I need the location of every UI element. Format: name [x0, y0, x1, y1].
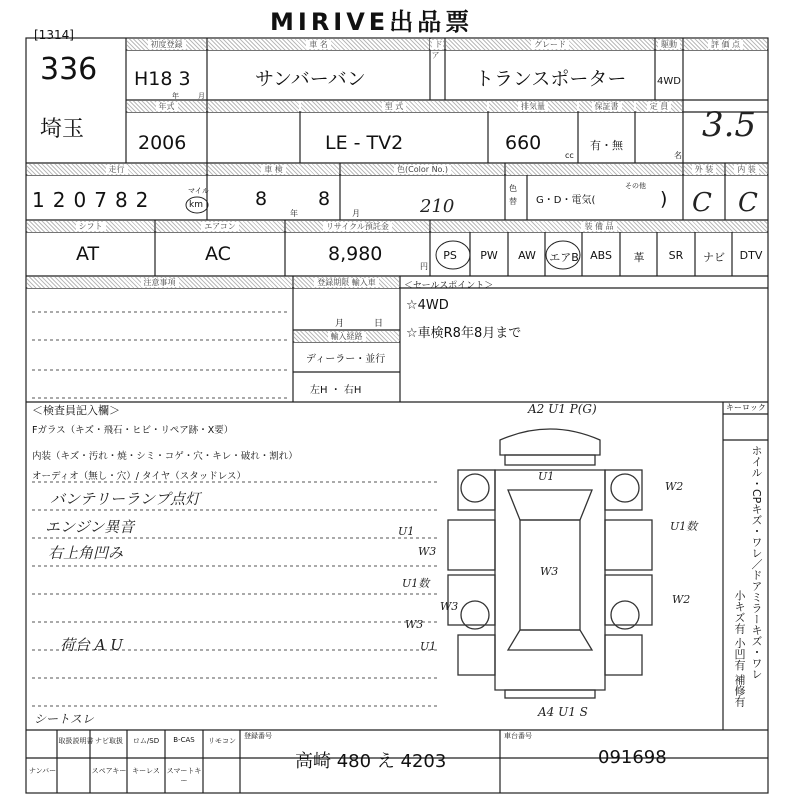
color-change: 色 替 [509, 184, 517, 206]
inspector-line-3: オーディオ（無し・穴）/ タイヤ（スタッドレス） [32, 471, 246, 482]
first-reg-value: H18 3 [134, 68, 191, 90]
hdr-blank [208, 101, 299, 112]
bottom-item: ナビ取扱 [95, 737, 123, 745]
hdr-reg-period: 登録期限 輸入車 [294, 277, 399, 288]
sonota: その他 [625, 182, 646, 190]
color-no: 210 [420, 196, 455, 217]
diag-mark-1: A2 U1 P(G) [528, 402, 597, 416]
hdr-warranty: 保証書 [579, 101, 634, 112]
mileage-digit: 8 [114, 188, 136, 212]
mileage-digit: 2 [135, 188, 157, 212]
hdr-score: 評 価 点 [684, 39, 767, 50]
hdr-model: 型 式 [301, 101, 487, 112]
gd-electric: G・D・電気( [536, 195, 596, 206]
yen-unit: 円 [420, 262, 428, 271]
diag-mark-7: U1数 [402, 577, 430, 590]
inspection-month: 8 [318, 188, 331, 210]
sales-point-header: ＜セールスポイント＞ [404, 281, 494, 291]
inspection-year: 8 [255, 188, 268, 210]
sheet-title: MIRIVE出品票 [270, 8, 474, 36]
hdr-mileage: 走行 [27, 164, 206, 175]
equipment-item: PS [443, 249, 457, 262]
interior-grade: C [738, 188, 758, 218]
hdr-interior: 内 装 [726, 164, 767, 175]
hand-note-1: バンテリーランプ点灯 [50, 490, 201, 508]
mile-unit: マイル [188, 187, 209, 195]
hand-note-3: 右上角凹み [48, 544, 124, 562]
exterior-grade: C [692, 188, 712, 218]
hdr-inspection: 車 検 [208, 164, 339, 175]
lot-number: 336 [40, 52, 98, 87]
hdr-shift: シフト [27, 221, 154, 232]
region: 埼玉 [40, 117, 85, 142]
sales-point-1: ☆4WD [406, 298, 449, 313]
mileage-digits [32, 188, 156, 212]
bottom-item: B-CAS [173, 736, 195, 744]
bottom-item: 取扱説明書 [58, 737, 94, 745]
diag-mark-2: U1 [538, 470, 555, 483]
side-note-1: ホイル・CPキズ・ワレ／ドアミラーキズ・ワレ [750, 445, 763, 680]
equipment-item: エアB [549, 251, 579, 264]
hdr-first-reg: 初度登録 [127, 39, 206, 50]
equipment-item: SR [668, 249, 684, 262]
hdr-doors: ドア [431, 40, 443, 60]
warranty: 有・無 [590, 139, 623, 152]
hdr-recycle: リサイクル預託金 [286, 221, 429, 232]
equipment-item: ナビ [703, 251, 725, 264]
cc-unit: cc [565, 151, 574, 160]
diag-mark-12: W3 [405, 618, 424, 631]
sales-point-2: ☆車検R8年8月まで [406, 326, 522, 341]
displacement: 660 [505, 132, 542, 154]
chassis-label: 車台番号 [504, 732, 532, 740]
bottom-item-2: スペアキー [91, 767, 127, 775]
registration-number: 高崎 480 え 4203 [295, 751, 447, 772]
import-dealer: ディーラー・並行 [306, 354, 386, 365]
car-name: サンバーバン [255, 68, 366, 90]
equipment-item: AW [518, 249, 536, 262]
drive: 4WD [657, 76, 681, 87]
grade: トランスポーター [475, 68, 627, 90]
paren-close: ) [660, 188, 668, 210]
inspector-header: ＜検査員記入欄＞ [32, 404, 120, 417]
inspector-line-2: 内装（キズ・汚れ・焼・シミ・コゲ・穴・キレ・破れ・割れ） [32, 451, 298, 462]
hdr-aircon: エアコン [156, 221, 284, 232]
diag-mark-13: A4 U1 S [538, 705, 588, 719]
mileage-digit: 7 [94, 188, 115, 212]
bottom-item: リモコン [208, 737, 236, 745]
diag-mark-11: U1 [420, 640, 437, 653]
bottom-item: ロム/SD [132, 737, 160, 745]
hdr-drive: 駆動 [656, 39, 682, 50]
keylock-label: キーロック [726, 403, 766, 412]
shift: AT [76, 243, 100, 265]
capacity-unit: 名 [674, 151, 682, 160]
equipment-item: DTV [739, 249, 763, 262]
reg-no-label: 登録番号 [244, 732, 272, 740]
year: 2006 [138, 132, 187, 154]
hand-note-4: 荷台 A U [60, 636, 124, 654]
lot-code: [1314] [34, 28, 74, 42]
aircon: AC [205, 243, 231, 265]
import-day: 日 [374, 319, 384, 329]
model: LE - TV2 [325, 132, 404, 154]
diag-mark-6: W3 [418, 545, 437, 558]
hdr-capacity: 定 員 [636, 101, 682, 112]
equipment-item: PW [480, 249, 498, 262]
diag-mark-5: U1 [398, 525, 415, 538]
side-note-2: 小キズ有 小凹有 補修有 [733, 590, 746, 707]
hdr-year: 年式 [127, 101, 206, 112]
bottom-number-label: ナンバー [29, 767, 57, 775]
import-month: 月 [335, 319, 345, 329]
hdr-grade: グレード [446, 39, 654, 50]
diag-mark-9: W2 [672, 593, 691, 606]
diag-mark-3: W2 [665, 480, 684, 493]
first-reg-nen: 年 [172, 92, 179, 100]
km-unit: km [189, 200, 203, 210]
mileage-digit: 1 [32, 188, 53, 212]
hand-note-2: エンジン異音 [45, 518, 135, 536]
hdr-exterior: 外 装 [684, 164, 724, 175]
hdr-import: 輸入経路 [294, 331, 399, 342]
recycle-fee: 8,980 [328, 243, 383, 265]
hdr-color: 色(Color No.) [341, 164, 504, 175]
insp-nen: 年 [290, 209, 298, 218]
mileage-digit: 2 [52, 188, 74, 212]
equipment-item: 革 [633, 251, 645, 264]
score: 3.5 [702, 105, 757, 145]
diag-mark-10: W3 [440, 600, 459, 613]
hdr-car-name: 車 名 [208, 39, 429, 50]
chassis-number: 091698 [598, 747, 667, 768]
first-reg-tsuki: 月 [198, 92, 205, 100]
diag-mark-4: U1数 [670, 520, 698, 533]
hdr-notes: 注意事項 [27, 277, 292, 288]
hdr-blank2 [506, 164, 682, 175]
bottom-item-2: スマートキー [166, 767, 202, 785]
inspector-line-1: Fガラス（キズ・飛石・ヒビ・リペア跡・X要） [32, 425, 234, 436]
bottom-item-2: キーレス [132, 767, 160, 775]
mileage-digit: 0 [73, 188, 95, 212]
hand-note-5: シートスレ [34, 712, 94, 726]
hdr-displacement: 排気量 [489, 101, 577, 112]
insp-tsuki: 月 [352, 209, 360, 218]
equipment-item: ABS [590, 249, 612, 262]
hdr-equipment: 装 備 品 [431, 221, 767, 232]
diag-mark-8: W3 [540, 565, 559, 578]
import-handle: 左H ・ 右H [310, 385, 362, 396]
